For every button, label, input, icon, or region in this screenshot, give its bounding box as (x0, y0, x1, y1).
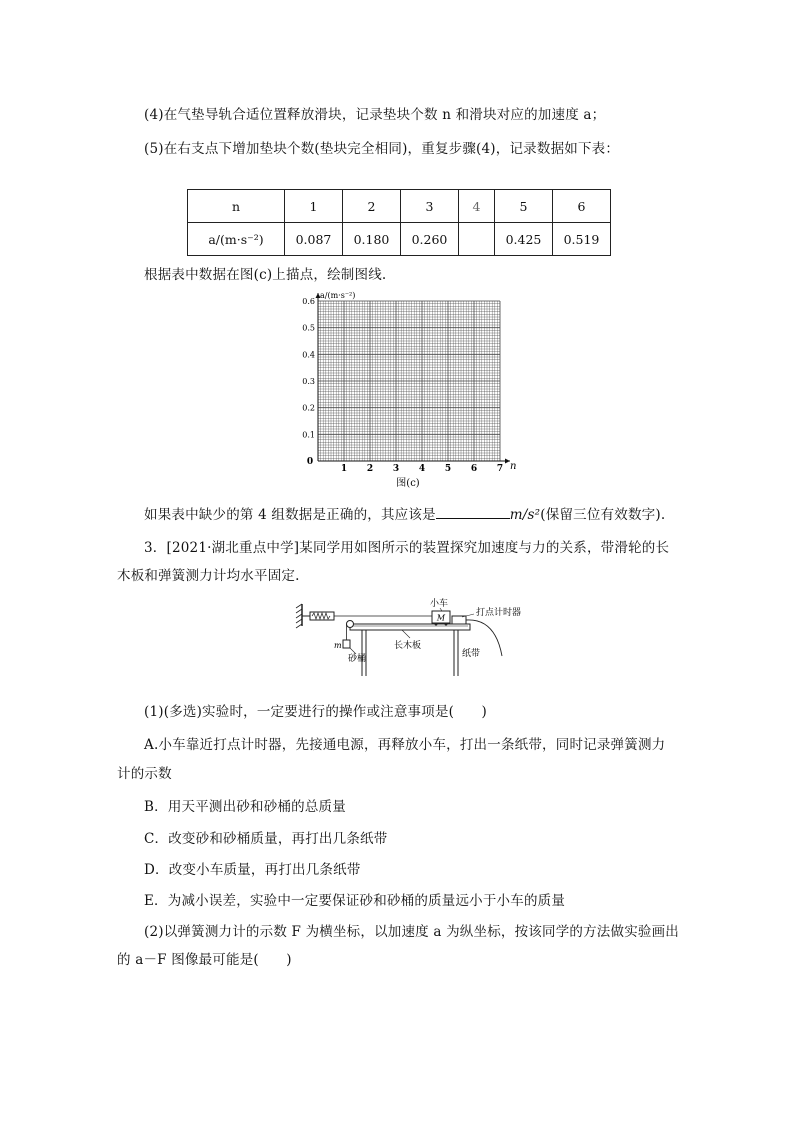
x-tick-label: 3 (392, 464, 400, 474)
table-cell: 6 (553, 190, 611, 223)
y-tick-label: 0.4 (302, 350, 315, 360)
table-header-n: n (188, 190, 285, 223)
cart-mass-label: M (436, 613, 446, 623)
table-cell: 4 (459, 190, 495, 223)
y-tick-label: 0.5 (302, 323, 315, 333)
table-cell: 2 (343, 190, 401, 223)
table-cell: 1 (285, 190, 343, 223)
instruction-text: 根据表中数据在图(c)上描点，绘制图线. (144, 267, 387, 283)
long-board (350, 624, 470, 630)
x-tick-label: 7 (496, 464, 504, 474)
answer-blank[interactable] (436, 506, 510, 519)
table-cell: 0.180 (343, 223, 401, 256)
ticker-timer (452, 616, 466, 624)
grid-chart (290, 286, 530, 494)
table-cell: 3 (401, 190, 459, 223)
q3-part2-line2: 的 a－F 图像最可能是( ) (117, 952, 292, 968)
q3-part1: (1)(多选)实验时，一定要进行的操作或注意事项是( ) (144, 704, 487, 720)
table-row-label: a/(m·s⁻²) (188, 223, 285, 256)
table-cell: 0.519 (553, 223, 611, 256)
step4-text: (4)在气垫导轨合适位置释放滑块，记录垫块个数 n 和滑块对应的加速度 a； (144, 107, 606, 123)
y-tick-label: 0.3 (302, 377, 315, 386)
chart-caption: 图(c) (396, 478, 420, 489)
wall-hatch (296, 604, 302, 628)
sand-bucket (343, 640, 350, 648)
option-e: E．为减小误差，实验中一定要保证砂和砂桶的质量远小于小车的质量 (144, 893, 566, 909)
table-cell: 0.087 (285, 223, 343, 256)
x-tick-label: 4 (418, 464, 426, 474)
missing-question-pre: 如果表中缺少的第 4 组数据是正确的，其应该是 (144, 507, 436, 523)
option-a-line1: A.小车靠近打点计时器，先接通电源，再释放小车，打出一条纸带，同时记录弹簧测力 (144, 737, 666, 753)
x-tick-label: 0 (306, 457, 314, 467)
q3-line2: 木板和弹簧测力计均水平固定. (117, 568, 300, 584)
pulley (347, 621, 354, 628)
missing-question (144, 503, 665, 523)
y-tick-label: 0.6 (302, 297, 315, 306)
y-tick-label: 0.2 (302, 403, 315, 413)
option-c: C．改变砂和砂桶质量，再打出几条纸带 (144, 831, 388, 847)
option-b: B．用天平测出砂和砂桶的总质量 (144, 799, 346, 815)
apparatus-diagram (290, 596, 530, 680)
cart-label: 小车 (430, 599, 449, 609)
option-d: D．改变小车质量，再打出几条纸带 (144, 862, 361, 878)
q3-part2-line1: (2)以弹簧测力计的示数 F 为横坐标，以加速度 a 为纵坐标，按该同学的方法做实验画出 (144, 924, 680, 940)
chart-grid (318, 301, 500, 461)
table-cell: 0.425 (495, 223, 553, 256)
chart-ylabel: a/(m·s⁻²) (320, 291, 356, 300)
board-label: 长木板 (394, 641, 422, 651)
y-tick-label: 0.1 (302, 430, 315, 440)
data-table (187, 189, 611, 256)
table-row (188, 223, 611, 256)
table-cell: 5 (495, 190, 553, 223)
bucket-label: 砂桶 (348, 654, 367, 664)
chart-xlabel: n (510, 461, 517, 472)
missing-question-post: (保留三位有效数字). (540, 507, 666, 523)
table-cell: 0.260 (401, 223, 459, 256)
table-cell-empty (459, 223, 495, 256)
option-a-line2: 计的示数 (117, 766, 172, 782)
x-tick-label: 5 (444, 464, 452, 474)
missing-question-unit: m/s² (509, 507, 541, 523)
q3-line1: 3．[2021·湖北重点中学]某同学用如图所示的装置探究加速度与力的关系，带滑轮的长 (144, 540, 670, 556)
x-tick-label: 1 (340, 464, 348, 474)
timer-label: 打点计时器 (476, 608, 522, 618)
table-row (188, 190, 611, 223)
bucket-mass-label: m (334, 641, 342, 650)
chart-ticks (302, 297, 503, 474)
tape-label: 纸带 (462, 649, 481, 659)
x-tick-label: 2 (366, 464, 374, 474)
step5-text: (5)在右支点下增加垫块个数(垫块完全相同)，重复步骤(4)，记录数据如下表： (144, 141, 620, 157)
x-tick-label: 6 (470, 464, 478, 474)
